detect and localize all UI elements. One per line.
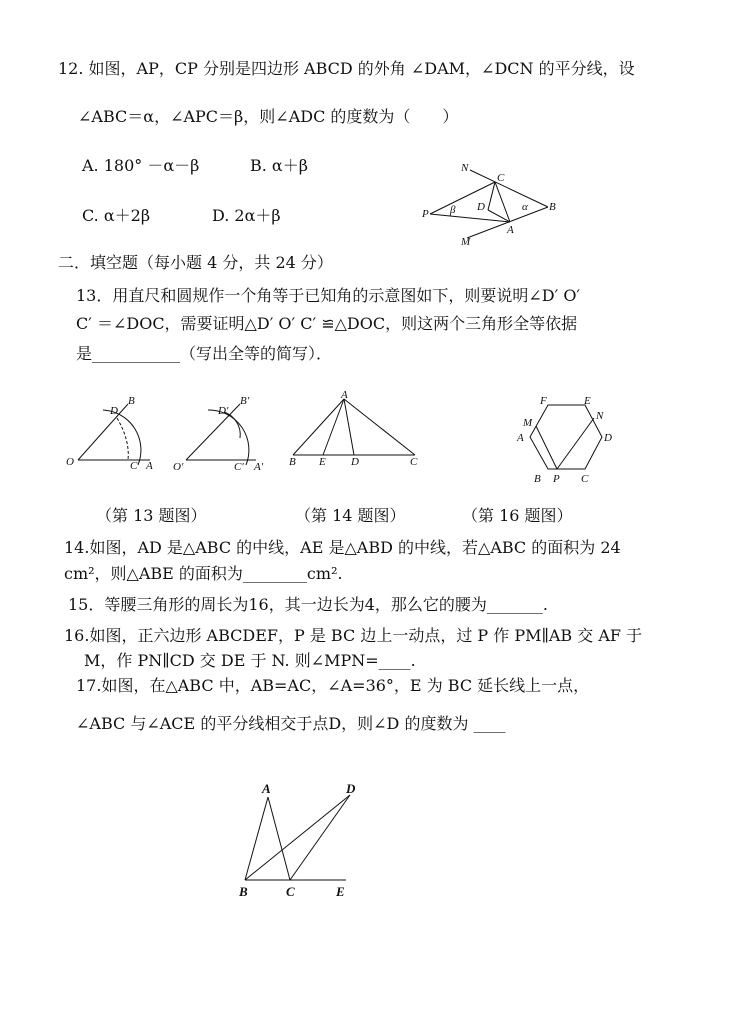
q17-figure: [232, 776, 372, 901]
q13b-label-c: C′: [234, 461, 244, 473]
q12-option-b: B. α＋β: [250, 156, 308, 175]
q13-line1: 13．用直尺和圆规作一个角等于已知角的示意图如下，则要说明∠D′ O′: [76, 286, 581, 305]
q12-label-m: M: [461, 236, 471, 248]
q16-figure: [508, 392, 618, 487]
q12-label-beta: β: [450, 204, 456, 216]
q14-label-b: B: [289, 456, 296, 468]
q16-label-n: N: [596, 410, 604, 422]
q16-label-c: C: [581, 473, 589, 485]
q13-line3: 是___________（写出全等的简写）．: [76, 344, 333, 363]
q13-figure-right: [170, 392, 270, 472]
q13-caption: （第 13 题图）: [96, 506, 207, 525]
section-heading: 二．填空题（每小题 4 分，共 24 分）: [58, 253, 333, 272]
q12-label-a: A: [507, 224, 514, 236]
q16-label-e: E: [584, 395, 591, 407]
q12-option-d: D. 2α＋β: [212, 206, 281, 225]
q14-line2: cm²，则△ABE 的面积为________cm².: [64, 564, 343, 583]
q12-label-alpha: α: [522, 201, 528, 213]
q13a-label-d: D: [110, 405, 118, 417]
q13-figure-left: [62, 392, 162, 472]
q12-line1: 12. 如图，AP，CP 分别是四边形 ABCD 的外角 ∠DAM，∠DCN 的平分线，设: [58, 59, 635, 78]
q14-label-c: C: [410, 456, 418, 468]
q16-label-b: B: [534, 473, 541, 485]
q12-option-a: A. 180° －α－β: [82, 156, 200, 175]
q16-line2: M，作 PN∥CD 交 DE 于 N. 则∠MPN=____.: [84, 651, 416, 670]
q13a-label-a: A: [146, 460, 153, 472]
q16-label-f: F: [540, 395, 547, 407]
q16-label-a: A: [517, 432, 524, 444]
q13a-label-o: O: [66, 456, 74, 468]
q12-option-c: C. α＋2β: [82, 206, 151, 225]
q14-label-e: E: [319, 456, 326, 468]
q17-label-b: B: [239, 884, 248, 899]
q16-label-d: D: [604, 432, 612, 444]
q16-label-p: P: [553, 473, 560, 485]
q14-figure: [285, 389, 425, 468]
q16-label-m: M: [523, 417, 533, 429]
q17-label-c: C: [286, 884, 295, 899]
q16-caption: （第 16 题图）: [462, 506, 573, 525]
q13-line2: C′ ＝∠DOC，需要证明△D′ O′ C′ ≌△DOC，则这两个三角形全等依据: [76, 314, 578, 333]
q17-label-d: D: [346, 781, 356, 796]
q12-label-b: B: [549, 201, 556, 213]
q12-figure: [418, 158, 578, 248]
q14-caption: （第 14 题图）: [295, 506, 406, 525]
q13b-label-d: D′: [218, 405, 229, 417]
q17-line1: 17.如图，在△ABC 中，AB=AC，∠A=36°，E 为 BC 延长线上一点，: [76, 676, 590, 695]
q17-label-a: A: [262, 781, 271, 796]
q13b-label-b: B′: [240, 395, 250, 407]
q13b-label-o: O′: [173, 461, 184, 473]
q14-label-a: A: [341, 389, 348, 401]
q12-label-p: P: [422, 208, 429, 220]
q13a-label-c: C: [130, 460, 138, 472]
q15-line1: 15．等腰三角形的周长为16，其一边长为4，那么它的腰为_______.: [68, 595, 548, 614]
q12-label-c: C: [497, 172, 505, 184]
q12-label-n: N: [461, 162, 469, 174]
q13b-label-a: A′: [254, 461, 264, 473]
q13a-label-b: B: [128, 395, 135, 407]
q17-line2: ∠ABC 与∠ACE 的平分线相交于点D，则∠D 的度数为 ____: [76, 714, 506, 733]
q14-line1: 14.如图，AD 是△ABC 的中线，AE 是△ABD 的中线，若△ABC 的面积为 24: [64, 538, 621, 557]
q17-label-e: E: [336, 884, 345, 899]
q12-line2: ∠ABC＝α，∠APC＝β，则∠ADC 的度数为（ ）: [78, 107, 459, 126]
q16-line1: 16.如图，正六边形 ABCDEF，P 是 BC 边上一动点，过 P 作 PM∥AB 交 AF 于: [64, 626, 643, 645]
q12-label-d: D: [477, 201, 485, 213]
q14-label-d: D: [351, 456, 359, 468]
